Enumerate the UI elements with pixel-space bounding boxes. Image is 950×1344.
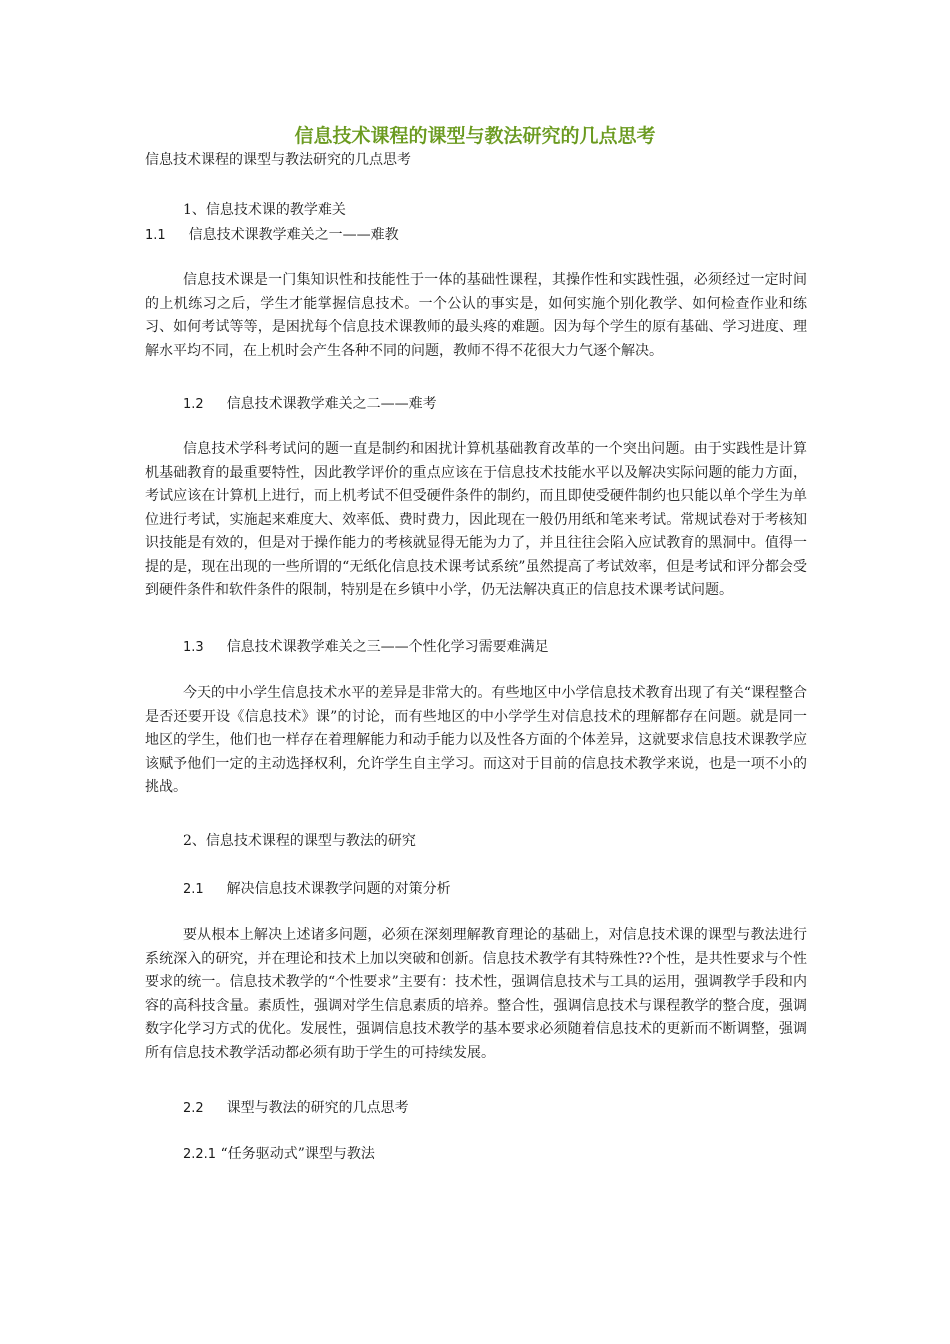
section-title: 解决信息技术课教学问题的对策分析 [226, 881, 451, 897]
section-number: 2.1 [183, 882, 204, 897]
section-number: 2.2 [183, 1101, 204, 1116]
section-number: 2.2.1 [183, 1147, 217, 1162]
section-number: 1.2 [183, 397, 204, 412]
section-number: 1.3 [183, 640, 204, 655]
section-title: 信息技术课教学难关之一——难教 [188, 227, 399, 243]
section-1-2-heading [183, 394, 437, 415]
section-2-1-heading [183, 879, 451, 900]
paragraph-3: 今天的中小学生信息技术水平的差异是非常大的。有些地区中小学信息技术教育出现了有关“课程整合是否还要开设《信息技术》课”的讨论，而有些地区的中小学学生对信息技术的理解都存在问题。就是同一地区的学生，他们也一样存在着理解能力和动手能力以及性各方面的个体差异，这就要求信息技术课教学应该赋予他们一定的主动选择权利，允许学生自主学习。而这对于目前的信息技术教学来说，也是一项不小的挑战。 [145, 685, 807, 795]
section-1-1-heading [145, 225, 399, 246]
paragraph-4: 要从根本上解决上述诸多问题，必须在深刻理解教育理论的基础上，对信息技术课的课型与教法进行系统深入的研究，并在理论和技术上加以突破和创新。信息技术教学有其特殊性??个性，是共性要求与个性要求的统一。信息技术教学的“个性要求”主要有：技术性，强调信息技术与工具的运用，强调教学手段和内容的高科技含量。素质性，强调对学生信息素质的培养。整合性，强调信息技术与课程教学的整合度，强调数字化学习方式的优化。发展性，强调信息技术教学的基本要求必须随着信息技术的更新而不断调整，强调所有信息技术教学活动都必须有助于学生的可持续发展。 [145, 927, 807, 1061]
paragraph-1: 信息技术课是一门集知识性和技能性于一体的基础性课程，其操作性和实践性强，必须经过一定时间的上机练习之后，学生才能掌握信息技术。一个公认的事实是，如何实施个别化教学、如何检查作业和练习、如何考试等等，是困扰每个信息技术课教师的最头疼的难题。因为每个学生的原有基础、学习进度、理解水平均不同，在上机时会产生各种不同的问题，教师不得不花很大力气逐个解决。 [145, 272, 807, 359]
section-title: 课型与教法的研究的几点思考 [226, 1100, 409, 1116]
section-1-3-heading [183, 637, 549, 658]
section-2-2-1-heading [183, 1144, 375, 1165]
section-2-heading: 2、信息技术课程的课型与教法的研究 [183, 833, 416, 849]
section-1-heading: 1、信息技术课的教学难关 [183, 202, 346, 218]
section-title: “任务驱动式”课型与教法 [220, 1146, 375, 1162]
section-title: 信息技术课教学难关之三——个性化学习需要难满足 [226, 639, 549, 655]
document-title: 信息技术课程的课型与教法研究的几点思考 [294, 125, 656, 147]
section-title: 信息技术课教学难关之二——难考 [226, 396, 437, 412]
paragraph-2: 信息技术学科考试问的题一直是制约和困扰计算机基础教育改革的一个突出问题。由于实践性是计算机基础教育的最重要特性，因此教学评价的重点应该在于信息技术技能水平以及解决实际问题的能力方面，考试应该在计算机上进行，而上机考试不但受硬件条件的制约，而且即使受硬件制约也只能以单个学生为单位进行考试，实施起来难度大、效率低、费时费力，因此现在一般仍用纸和笔来考试。常规试卷对于考核知识技能是有效的，但是对于操作能力的考核就显得无能为力了，并且往往会陷入应试教育的黑洞中。值得一提的是，现在出现的一些所谓的“无纸化信息技术课考试系统”虽然提高了考试效率，但是考试和评分都会受到硬件条件和软件条件的限制，特别是在乡镇中小学，仍无法解决真正的信息技术课考试问题。 [145, 441, 807, 598]
section-number: 1.1 [145, 228, 166, 243]
section-2-2-heading [183, 1098, 409, 1119]
document-subtitle: 信息技术课程的课型与教法研究的几点思考 [145, 152, 411, 168]
